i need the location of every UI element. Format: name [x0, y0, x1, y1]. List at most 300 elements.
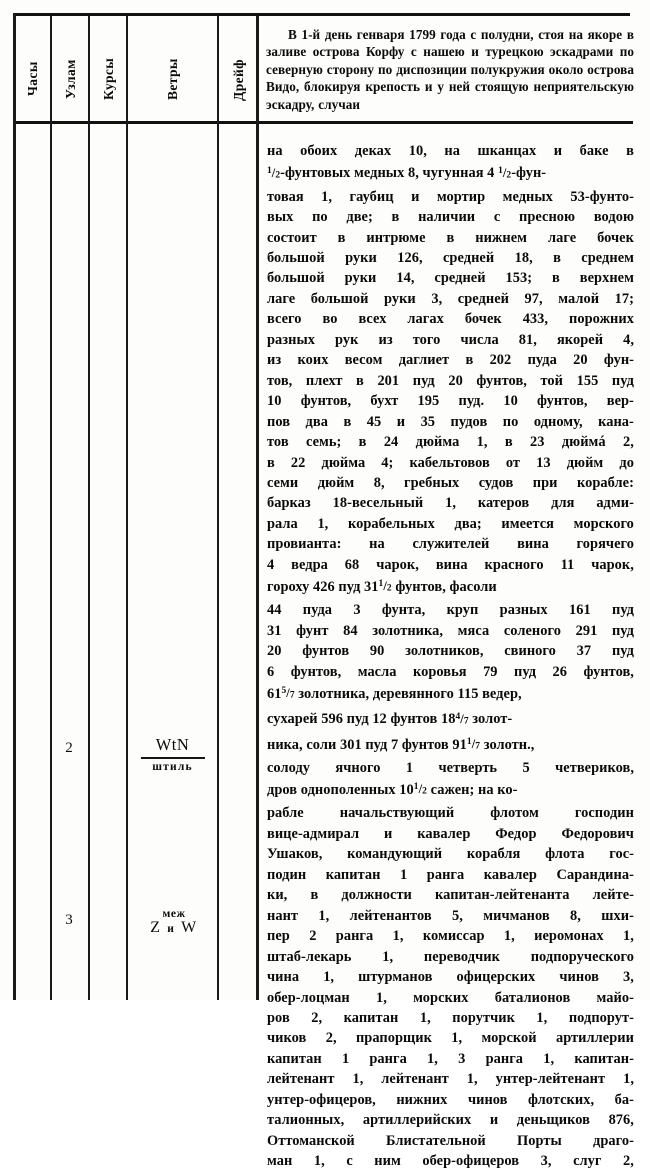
body-line — [267, 248, 634, 268]
body-word: 1, — [392, 928, 404, 945]
body-line-fraction-5: ника, соли 301 пуд 7 фунтов $91^1/_7$ золотн., — [267, 733, 634, 758]
column-rule-3 — [126, 16, 128, 1000]
body-word: из — [267, 352, 282, 369]
body-word: той — [540, 372, 564, 389]
body-word: 126, — [397, 250, 423, 266]
body-word: ранга — [426, 866, 465, 883]
body-line — [267, 534, 634, 554]
body-word: нижних — [396, 1091, 448, 1108]
row-2-wind-direction — [135, 919, 213, 937]
body-word: 18, — [514, 250, 533, 266]
body-word: и — [411, 188, 420, 205]
body-word: ячного — [335, 759, 381, 776]
body-word: коих — [297, 352, 329, 369]
body-line — [267, 453, 634, 473]
body-word: ранга — [369, 1050, 407, 1067]
body-word: капитан — [325, 866, 381, 883]
body-word: 1, — [543, 1050, 555, 1067]
body-word: рук — [335, 331, 359, 348]
body-word: и — [396, 413, 406, 430]
row-2-wind-right: W — [181, 919, 198, 936]
body-word: 11 — [560, 556, 575, 573]
body-word: 1, — [476, 434, 488, 451]
body-word: пуд — [514, 663, 537, 680]
body-word: лейте- — [592, 887, 634, 904]
row-1-knots-value: 2 — [65, 740, 73, 756]
body-word: в — [358, 434, 367, 451]
body-word: 37 — [576, 643, 592, 660]
body-word: вина — [435, 556, 468, 573]
body-word: 1, — [419, 1009, 431, 1026]
body-word: в — [356, 372, 364, 389]
body-word: верхнем — [579, 270, 634, 287]
body-word: 79 — [483, 663, 498, 680]
body-word: корабля — [466, 846, 521, 863]
body-word: пуда — [527, 352, 557, 369]
table-top-rule — [13, 13, 630, 16]
table-header-rule — [13, 121, 633, 124]
body-word: слуг — [573, 1153, 602, 1170]
body-word: 3 — [353, 602, 361, 619]
body-word: бочек — [464, 311, 502, 328]
body-word: даглиет — [398, 352, 450, 369]
body-word: гос- — [609, 846, 634, 863]
body-line — [267, 1151, 634, 1171]
body-word: 24 — [383, 434, 399, 451]
body-word: две; — [346, 209, 373, 226]
body-line — [267, 207, 634, 227]
fraction-four-sevenths: $^4/_7$ — [455, 711, 469, 727]
body-word: фунтов, — [583, 663, 634, 680]
body-word: пудов — [450, 413, 488, 430]
body-word: 90 — [369, 643, 385, 660]
body-word: два — [305, 413, 328, 430]
body-word: 3 — [458, 1050, 466, 1067]
column-header-drift: Дрейф — [231, 59, 246, 101]
body-word: 1, — [445, 495, 457, 512]
body-word: 1, — [536, 1009, 548, 1026]
body-word: в — [552, 270, 560, 287]
body-word: ранга — [485, 1050, 524, 1067]
body-word: 10 — [503, 393, 518, 410]
body-word: рала — [267, 515, 298, 532]
body-word: 2, — [311, 1009, 323, 1026]
body-word: на — [444, 143, 460, 159]
body-word: 8, — [373, 474, 385, 491]
body-word: с — [346, 1153, 353, 1170]
body-word: чинов — [467, 1091, 508, 1108]
body-word: деках — [354, 143, 392, 159]
body-word: баке — [579, 143, 609, 159]
body-word: подин — [267, 866, 307, 883]
body-word: вина — [517, 536, 549, 553]
body-word: господин — [574, 805, 634, 822]
body-word: на — [369, 536, 385, 553]
body-word: масла — [357, 663, 397, 680]
body-word: 53-фунто- — [570, 188, 634, 205]
body-word: штурманов — [358, 969, 433, 986]
body-line — [267, 885, 634, 905]
body-word: 1, — [623, 928, 634, 945]
body-word: судов — [478, 474, 514, 491]
body-line — [267, 621, 634, 641]
body-word: чарок, — [376, 556, 419, 573]
body-word: состоит — [267, 229, 317, 246]
body-word: дюйм — [566, 454, 604, 471]
body-word: всего — [267, 311, 302, 328]
body-word: 1, — [382, 948, 394, 965]
body-word: шхи- — [601, 907, 634, 924]
column-rule-1 — [50, 16, 52, 1000]
body-word: 1, — [321, 188, 333, 205]
body-line — [267, 1028, 634, 1048]
body-word: среднем — [581, 250, 634, 266]
body-word: ман — [267, 1153, 293, 1170]
body-word: во — [322, 311, 338, 328]
body-word: 68 — [344, 556, 360, 573]
row-1-wind-divider — [141, 757, 205, 759]
body-word: 23 — [530, 434, 545, 451]
body-word: пуда — [302, 602, 333, 619]
body-line-fraction-2: гороху 426 пуд $31^1/_2$ фунтов, фасоли — [267, 575, 634, 600]
body-word: малой — [558, 290, 600, 307]
body-word: от — [505, 454, 521, 471]
body-word: 2 — [309, 928, 317, 945]
body-word: кавалер — [483, 866, 537, 883]
body-line — [267, 1008, 634, 1028]
body-word: 153; — [505, 270, 533, 287]
body-word: соленого — [503, 622, 561, 639]
body-word: пресною — [519, 209, 576, 226]
body-word: 876, — [608, 1112, 634, 1129]
body-word: обоих — [300, 143, 338, 159]
body-word: вер- — [606, 393, 634, 410]
body-word: 3, — [623, 969, 634, 986]
body-word: дюйма — [321, 454, 366, 471]
body-word: пуд — [611, 602, 634, 619]
body-word: руки — [383, 290, 416, 307]
body-word: артиллерии — [555, 1030, 634, 1047]
body-word: пер — [267, 928, 290, 945]
body-word: кана- — [598, 413, 634, 430]
body-line — [267, 844, 634, 864]
body-word: 18-весельный — [332, 495, 424, 512]
body-word: флота — [545, 846, 585, 863]
body-word: весом — [344, 352, 383, 369]
body-word: в — [310, 887, 319, 904]
body-word: из — [378, 331, 393, 348]
row-2-wind-cell — [135, 908, 213, 937]
body-word: лагах — [407, 311, 444, 328]
body-word: 5, — [452, 907, 463, 924]
body-word: при — [532, 474, 558, 491]
body-line — [267, 493, 634, 513]
body-word: вице-адмирал — [267, 825, 360, 842]
body-word: 20 — [267, 643, 282, 660]
body-line — [267, 228, 634, 248]
body-word: мяса — [457, 622, 490, 639]
body-word: 155 — [576, 372, 599, 389]
body-word: морской — [481, 1030, 537, 1047]
body-word: вых — [267, 209, 294, 226]
body-line — [267, 1090, 634, 1110]
body-word: средней — [443, 250, 495, 266]
body-word: 8, — [570, 907, 581, 924]
body-word: провианта: — [267, 536, 342, 553]
body-word: для — [551, 495, 575, 512]
fraction-half-a: $^1/_2$ — [267, 165, 281, 181]
body-word: служителей — [412, 536, 490, 553]
column-header-winds: Ветры — [165, 58, 180, 100]
body-line — [267, 187, 634, 207]
body-word: драго- — [593, 1132, 634, 1149]
body-word: товая — [267, 188, 304, 205]
body-word: дюйм — [317, 474, 355, 491]
body-word: 1, — [427, 1050, 438, 1067]
body-word: 1, — [313, 1153, 325, 1170]
body-word: бочек — [597, 229, 634, 246]
body-word: 1 — [405, 759, 414, 776]
body-word: большой — [267, 270, 325, 287]
body-word: дюйма — [415, 434, 460, 451]
body-word: пуд — [611, 372, 634, 389]
body-word: 13 — [536, 454, 551, 471]
body-line — [267, 371, 634, 391]
body-word: 1, — [352, 1071, 364, 1088]
body-word: 161 — [568, 602, 591, 619]
row-2-wind-prefix: меж — [162, 908, 186, 920]
body-word: 14, — [396, 270, 415, 287]
body-line-fraction-4: сухарей 596 пуд 12 фунтов $18^4/_7$ золот- — [267, 707, 634, 732]
body-line-fraction-1: $^1/_2$-фунтовых медных 8, чугунная 4 $^1/_2-фун-$ — [267, 161, 634, 186]
body-line — [267, 514, 634, 534]
body-word: 195 — [417, 393, 440, 410]
body-word: майо- — [596, 989, 634, 1006]
column-rule-2 — [88, 16, 90, 1000]
body-word: 5 — [522, 759, 530, 776]
body-word: в — [391, 209, 400, 226]
body-word: Федор — [495, 825, 537, 842]
body-word: пуд — [611, 622, 634, 639]
body-word: 20 — [573, 352, 588, 369]
fraction-half-b: $^1/_2$ — [498, 165, 512, 181]
body-word: лейтенант — [267, 1071, 335, 1088]
body-word: командующий — [347, 846, 443, 863]
body-word: средней — [434, 270, 486, 287]
body-word: катеров — [477, 495, 530, 512]
body-word: 291 — [575, 622, 598, 639]
body-word: числа — [460, 331, 499, 348]
body-word: Сарандина- — [556, 866, 634, 883]
body-word: наличии — [418, 209, 476, 226]
body-word: руки — [344, 270, 377, 287]
row-2-wind-left: Z — [150, 919, 162, 936]
body-text-block — [267, 141, 634, 1172]
body-word: фунтов, — [537, 393, 588, 410]
body-word: лаге — [267, 290, 296, 307]
body-word: ки, — [267, 887, 288, 904]
body-word: 2, — [623, 1153, 634, 1170]
body-word: 2, — [622, 434, 634, 451]
body-line — [267, 926, 634, 946]
body-word: 26 — [552, 663, 567, 680]
body-word: в — [337, 229, 346, 246]
body-word: 1, — [451, 1030, 463, 1047]
body-word: 10 — [267, 393, 282, 410]
body-word: подпорут- — [568, 1009, 634, 1026]
body-word: капитан — [267, 1050, 322, 1067]
body-word: корабельных — [347, 515, 435, 532]
body-word: артиллерийских — [362, 1112, 472, 1129]
body-line — [267, 1049, 634, 1069]
body-line — [267, 947, 634, 967]
body-word: лаге — [547, 229, 577, 246]
body-word: 1, — [503, 928, 515, 945]
body-word: в — [343, 413, 352, 430]
body-word: рабле — [267, 805, 304, 822]
body-word: чинов — [559, 969, 599, 986]
body-word: корабле: — [576, 474, 634, 491]
body-word: комиссар — [422, 928, 485, 945]
body-word: четвериков, — [555, 759, 634, 776]
fraction-five-sevenths: $^5/_7$ — [281, 686, 295, 702]
body-word: порожних — [569, 311, 634, 328]
body-word: 20 — [448, 372, 463, 389]
body-word: 433, — [522, 311, 549, 328]
body-word: 45 — [366, 413, 382, 430]
body-word: деньщиков — [516, 1112, 590, 1129]
body-line-fraction-3: $61^5/_7$ золотника, деревянного 115 ведер, — [267, 682, 634, 707]
body-word: 1 — [400, 866, 408, 883]
body-line — [267, 555, 634, 575]
body-word: подпоруческого — [530, 948, 634, 965]
body-word: обер-лоцман — [267, 989, 350, 1006]
body-word: до — [619, 454, 634, 471]
body-word: мортир — [436, 188, 486, 205]
body-word: чарок, — [591, 556, 634, 573]
body-word: в — [267, 454, 275, 471]
body-word: якорей — [556, 331, 604, 348]
body-word: прапорщик — [355, 1030, 432, 1047]
body-line — [267, 865, 634, 885]
body-word: ранга — [335, 928, 374, 945]
body-word: солоду — [267, 759, 311, 776]
body-line — [267, 268, 634, 288]
body-line — [267, 1131, 634, 1151]
body-line-fraction-6: дров однополенных $10^1/_2$ сажен; на ко- — [267, 778, 634, 803]
body-line — [267, 967, 634, 987]
body-line — [267, 289, 634, 309]
body-word: большой — [310, 290, 369, 307]
body-word: 1, — [317, 515, 329, 532]
body-line — [267, 141, 634, 161]
row-1-wind-direction: WtN — [155, 735, 190, 754]
body-word: талионных, — [267, 1112, 345, 1129]
body-word: унтер-офицеров, — [267, 1091, 376, 1108]
body-word: барказ — [267, 495, 311, 512]
body-word: порутчик — [452, 1009, 515, 1026]
body-word: флотских, — [528, 1091, 595, 1108]
body-word: капитан-лейтенанта — [435, 887, 570, 904]
body-line — [267, 309, 634, 329]
body-word: нант — [267, 907, 299, 924]
column-header-knots: Узлам — [63, 59, 78, 99]
column-rule-left — [13, 13, 16, 1000]
body-word: начальствующий — [339, 805, 455, 822]
body-word: нижнем — [475, 229, 528, 246]
body-word: ров — [267, 1009, 290, 1026]
body-word: 44 — [267, 602, 282, 619]
body-line — [267, 412, 634, 432]
body-word: того — [412, 331, 441, 348]
body-word: офицерских — [456, 969, 536, 986]
body-word: фун- — [603, 352, 634, 369]
body-word: интрюме — [366, 229, 426, 246]
body-word: свиного — [504, 643, 556, 660]
body-word: медных — [502, 188, 553, 205]
body-word: мичманов — [483, 907, 550, 924]
body-line — [267, 600, 634, 620]
body-word: круп — [446, 602, 479, 619]
body-word: в — [553, 250, 561, 266]
body-word: 2, — [325, 1030, 337, 1047]
body-word: 1 — [341, 1050, 350, 1067]
body-word: 22 — [290, 454, 306, 471]
body-word: 201 — [377, 372, 400, 389]
body-line — [267, 473, 634, 493]
body-word: в — [465, 352, 474, 369]
body-line — [267, 824, 634, 844]
body-word: по — [502, 413, 519, 430]
body-line — [267, 988, 634, 1008]
body-word: 17; — [614, 290, 634, 307]
body-line — [267, 662, 634, 682]
body-word: красного — [484, 556, 544, 573]
body-line — [267, 758, 634, 778]
body-word: бухт — [370, 393, 399, 410]
body-word: коровья — [412, 663, 467, 680]
body-line — [267, 641, 634, 661]
body-word: в — [446, 229, 455, 246]
body-word: чиков — [267, 1030, 307, 1047]
body-word: и — [383, 825, 393, 842]
body-word: два; — [454, 515, 482, 532]
body-word: 84 — [343, 622, 358, 639]
body-line — [267, 350, 634, 370]
body-word: разных — [499, 602, 548, 619]
body-word: Федорович — [561, 825, 634, 842]
body-word: шканцах — [477, 143, 537, 159]
body-word: горячего — [576, 536, 634, 553]
body-word: пуд — [412, 372, 435, 389]
row-2-knots-value: 3 — [65, 912, 73, 928]
column-header-courses: Курсы — [101, 57, 116, 101]
body-word: и — [489, 1112, 499, 1129]
body-word: унтер-лейтенант — [495, 1071, 606, 1088]
body-word: 81, — [518, 331, 537, 348]
body-word: по — [312, 209, 328, 226]
body-word: морских — [413, 989, 469, 1006]
body-word: капитан — [343, 1009, 399, 1026]
body-word: морского — [573, 515, 634, 532]
body-line — [267, 432, 634, 452]
body-word: адми- — [596, 495, 634, 512]
body-line — [267, 1069, 634, 1089]
body-word: водою — [593, 209, 634, 226]
body-word: в — [504, 434, 513, 451]
body-word: четверть — [438, 759, 498, 776]
body-word: 4; — [381, 454, 394, 471]
